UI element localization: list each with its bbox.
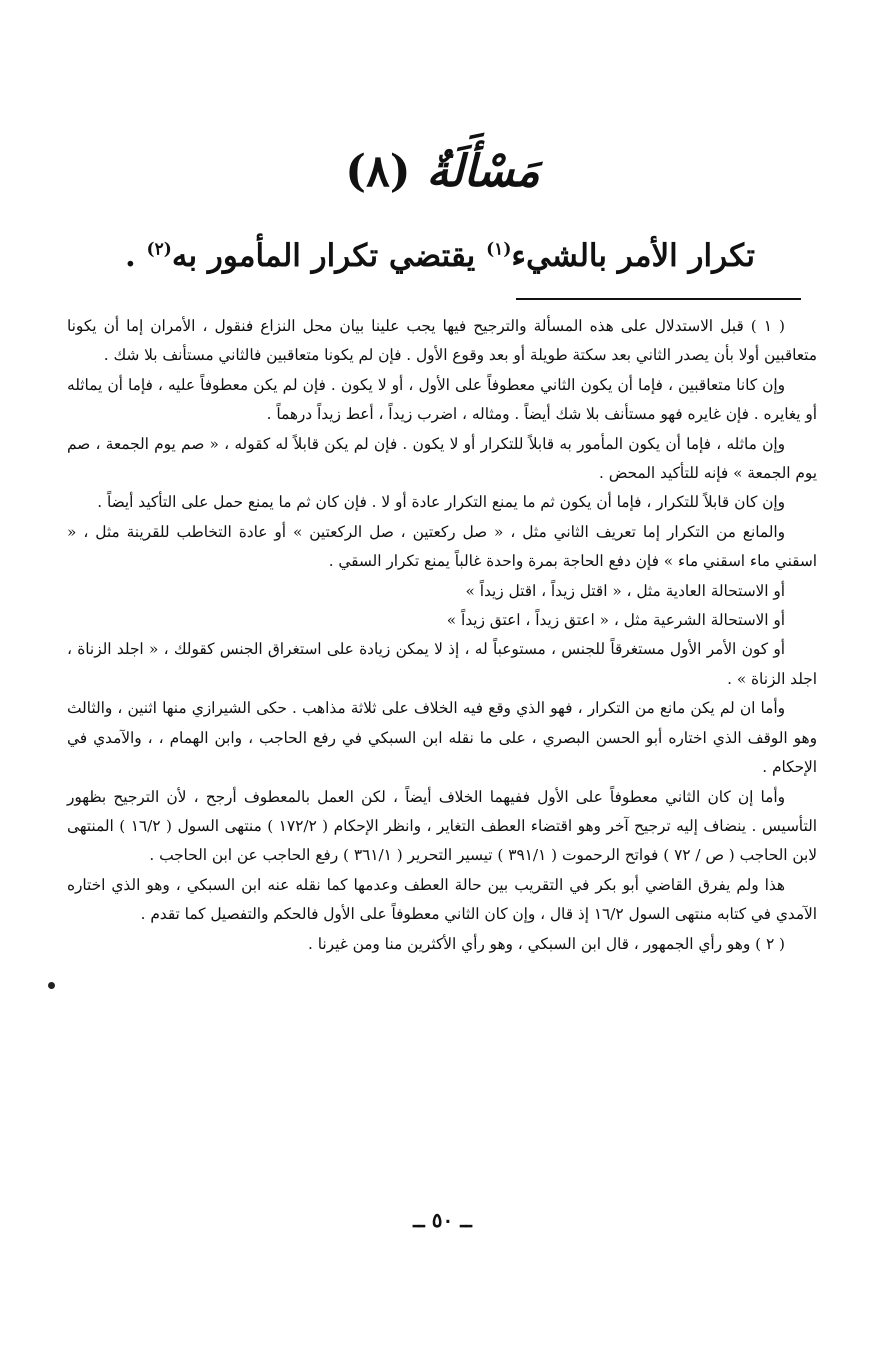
footnote-paragraph: ( ٢ ) وهو رأي الجمهور ، قال ابن السبكي ، وهو رأي الأكثرين منا ومن غيرنا .: [308, 934, 785, 953]
footnotes-block: [67, 312, 817, 959]
footnote-ref-2: (٢): [146, 239, 172, 260]
footnote-paragraph: أو الاستحالة العادية مثل ، « اقتل زيداً ، اقتل زيداً »: [465, 581, 785, 600]
footnote-paragraph: ( ١ ) قبل الاستدلال على هذه المسألة والترجيح فيها يجب علينا بيان محل النزاع فنقول ، الأمران إما أن يكونا متعاقبين أولا بأن يصدر الثاني بعد سكتة طويلة أو بعد وقوع الأول . فإن لم يكونا متعاقبين فالثاني مستأنف بلا شك .: [67, 317, 817, 365]
issue-title-part-2: يقتضي تكرار المأمور به: [171, 238, 487, 274]
issue-title: [110, 232, 755, 280]
footnote-paragraph: أو كون الأمر الأول مستغرقاً للجنس ، مستوعباً له ، إذ لا يمكن زيادة على استغراق الجنس كقولك ، « اجلد الزناة ، اجلد الزناة » .: [67, 640, 817, 688]
issue-heading-number: (٨): [345, 146, 411, 197]
ink-speck: [47, 981, 57, 991]
issue-title-part-3: .: [124, 238, 147, 274]
page-number: ــ ٥٠ ــ: [413, 1208, 472, 1232]
footnote-paragraph: أو الاستحالة الشرعية مثل ، « اعتق زيداً ، اعتق زيداً »: [446, 611, 785, 630]
footnote-paragraph: وإن ماثله ، فإما أن يكون المأمور به قابلاً للتكرار أو لا يكون . فإن لم يكن قابلاً له كقوله ، « صم يوم الجمعة ، صم يوم الجمعة » فإنه للتأكيد المحض .: [67, 434, 817, 483]
footnote-paragraph: وإن كان قابلاً للتكرار ، فإما أن يكون ثم ما يمنع التكرار عادة أو لا . فإن كان ثم ما يمنع حمل على التأكيد أيضاً .: [97, 493, 785, 512]
footnote-paragraph: هذا ولم يفرق القاضي أبو بكر في التقريب بين حالة العطف وعدمها كما نقله عنه ابن السبكي ، وهو الذي اختاره الآمدي في كتابه منتهى السول ١٦/٢ إذ قال ، وإن كان الثاني معطوفاً على الأول فالحكم والتفصيل كما تقدم .: [67, 875, 817, 924]
footnote-paragraph: وأما ان لم يكن مانع من التكرار ، فهو الذي وقع فيه الخلاف على ثلاثة مذاهب . حكى الشيرازي منها اثنين ، والثالث وهو الوقف الذي اختاره أبو الحسن البصري ، على ما نقله ابن السبكي في رفع الحاجب ، وابن الهمام ، ، والآمدي في الإحكام .: [67, 699, 817, 777]
footnote-paragraph: وأما إن كان الثاني معطوفاً على الأول ففيهما الخلاف أيضاً ، لكن العمل بالمعطوف أرجح ، لأن الترجيح بظهور التأسيس . ينضاف إليه ترجيح آخر وهو اقتضاء العطف التغاير ، وانظر الإحكام ( ١٧٢/٢ ) منتهى السول ( ١٦/٢ ) المنتهى لابن الحاجب ( ص / ٧٢ ) فواتح الرحموت ( ٣٩١/١ ) تيسير التحرير ( ٣٦١/١ ) رفع الحاجب عن ابن الحاجب .: [67, 787, 817, 865]
footnote-paragraph: وإن كانا متعاقبين ، فإما أن يكون الثاني معطوفاً على الأول ، أو لا يكون . فإن لم يكن معطوفاً عليه ، فإما أن يماثله أو يغايره . فإن غايره فهو مستأنف بلا شك أيضاً . ومثاله ، اضرب زيداً ، أعط زيداً درهماً .: [67, 375, 817, 424]
issue-title-part-1: تكرار الأمر بالشيء: [511, 238, 755, 274]
footnote-separator: [516, 298, 801, 300]
issue-heading-word: مَسْأَلَةٌ: [426, 146, 540, 197]
footnote-ref-1: (١): [486, 239, 512, 260]
issue-heading: [0, 142, 885, 202]
footnote-paragraph: والمانع من التكرار إما تعريف الثاني مثل ، « صل ركعتين ، صل الركعتين » أو عادة التخاطب للقرينة مثل ، « اسقني ماء اسقني ماء » فإن دفع الحاجة بمرة واحدة غالباً يمنع تكرار السقي .: [67, 522, 817, 571]
